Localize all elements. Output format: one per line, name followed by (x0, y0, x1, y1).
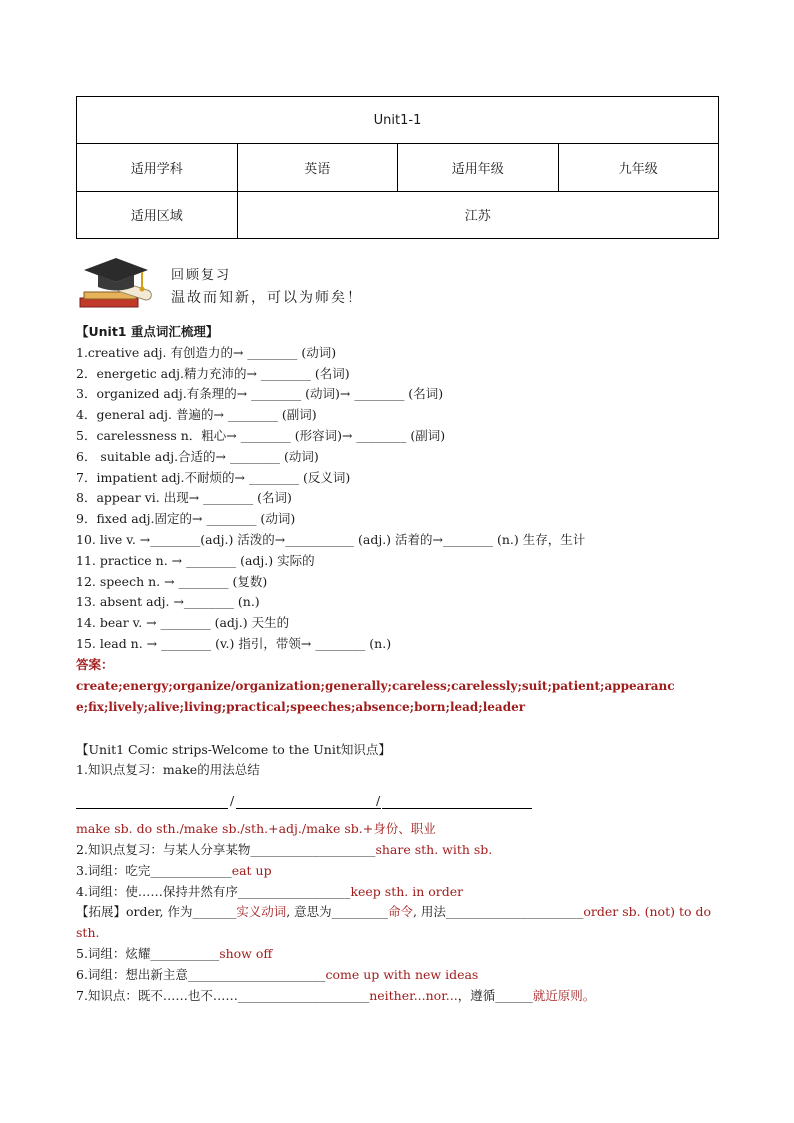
vocab-item: 6． suitable adj.合适的→ ________ (动词) (76, 448, 319, 464)
content (76, 322, 726, 1006)
vocab-item: 9．fixed adj.固定的→ ________ (动词) (76, 511, 296, 527)
vocab-item: 8．appear vi. 出现→ ________ (名词) (76, 490, 292, 506)
vocab-item: 10. live v. →________(adj.) 活泼的→___________ (adj.) 活着的→________ (n.) 生存，生计 (76, 531, 586, 547)
vocab-item: 11. practice n. → ________ (adj.) 实际的 (76, 552, 315, 568)
point-1-question: 1.知识点复习：make的用法总结 (76, 762, 260, 778)
comic-heading: 【Unit1 Comic strips-Welcome to the Unit知识点】 (76, 741, 391, 757)
point-2: 2.知识点复习：与某人分享某物____________________share sth. with sb. (76, 841, 493, 857)
vocab-item: 5．carelessness n．粗心→ ________ (形容词)→ ________ (副词) (76, 427, 446, 443)
extension: 【拓展】order, 作为_______实义动词, 意思为_________命令, 用法______________________order sb. (not) to do sth. (76, 904, 711, 941)
vocab-item: 13. absent adj. →________ (n.) (76, 594, 260, 610)
answer-label: 答案： (76, 656, 114, 672)
vocab-item: 12. speech n. → ________ (复数) (76, 573, 268, 589)
point-5: 5.词组：炫耀___________show off (76, 945, 273, 961)
point-7: 7.知识点：既不……也不……_____________________neither...nor...，遵循______就近原则。 (76, 987, 596, 1003)
region-value: 江苏 (237, 191, 719, 238)
region-label: 适用区域 (77, 191, 238, 238)
vocab-item: 7．impatient adj.不耐烦的→ ________ (反义词) (76, 469, 351, 485)
vocab-item: 15. lead n. → ________ (v.) 指引，带领→ ________ (n.) (76, 635, 392, 651)
vocab-heading: 【Unit1 重点词汇梳理】 (76, 324, 219, 339)
review-motto: 温故而知新，可以为师矣！ (171, 290, 363, 306)
vocab-item: 14. bear v. → ________ (adj.) 天生的 (76, 615, 290, 631)
subject-label: 适用学科 (77, 144, 238, 191)
vocab-item: 3．organized adj.有条理的→ ________ (动词)→ ________ (名词) (76, 386, 444, 402)
graduation-cap-icon (76, 256, 156, 314)
point-6: 6.词组：想出新主意______________________come up with new ideas (76, 966, 479, 982)
grade-label: 适用年级 (398, 144, 559, 191)
point-1-blanks: / / (76, 781, 726, 819)
grade-value: 九年级 (558, 144, 719, 191)
vocab-item: 1.creative adj. 有创造力的→ ________ (动词) (76, 344, 337, 360)
vocab-item: 4．general adj. 普遍的→ ________ (副词) (76, 407, 317, 423)
answer-text: create;energy;organize/organization;generally;careless;carelessly;suit;patient;appearance;fix;lively;alive;living;practical;speeches;absence;born;lead;leader (76, 678, 675, 714)
subject-value: 英语 (237, 144, 398, 191)
title-cell: Unit1-1 (77, 97, 719, 144)
info-table (76, 96, 719, 239)
vocab-item: 2．energetic adj.精力充沛的→ ________ (名词) (76, 365, 350, 381)
review-banner (76, 256, 476, 316)
point-3: 3.词组：吃完_____________eat up (76, 862, 272, 878)
point-4: 4.词组：使……保持井然有序__________________keep sth. in order (76, 883, 464, 899)
review-title: 回顾复习 (171, 268, 232, 283)
point-1-answer: make sb. do sth./make sb./sth.+adj./make sb.+身份、职业 (76, 821, 436, 837)
